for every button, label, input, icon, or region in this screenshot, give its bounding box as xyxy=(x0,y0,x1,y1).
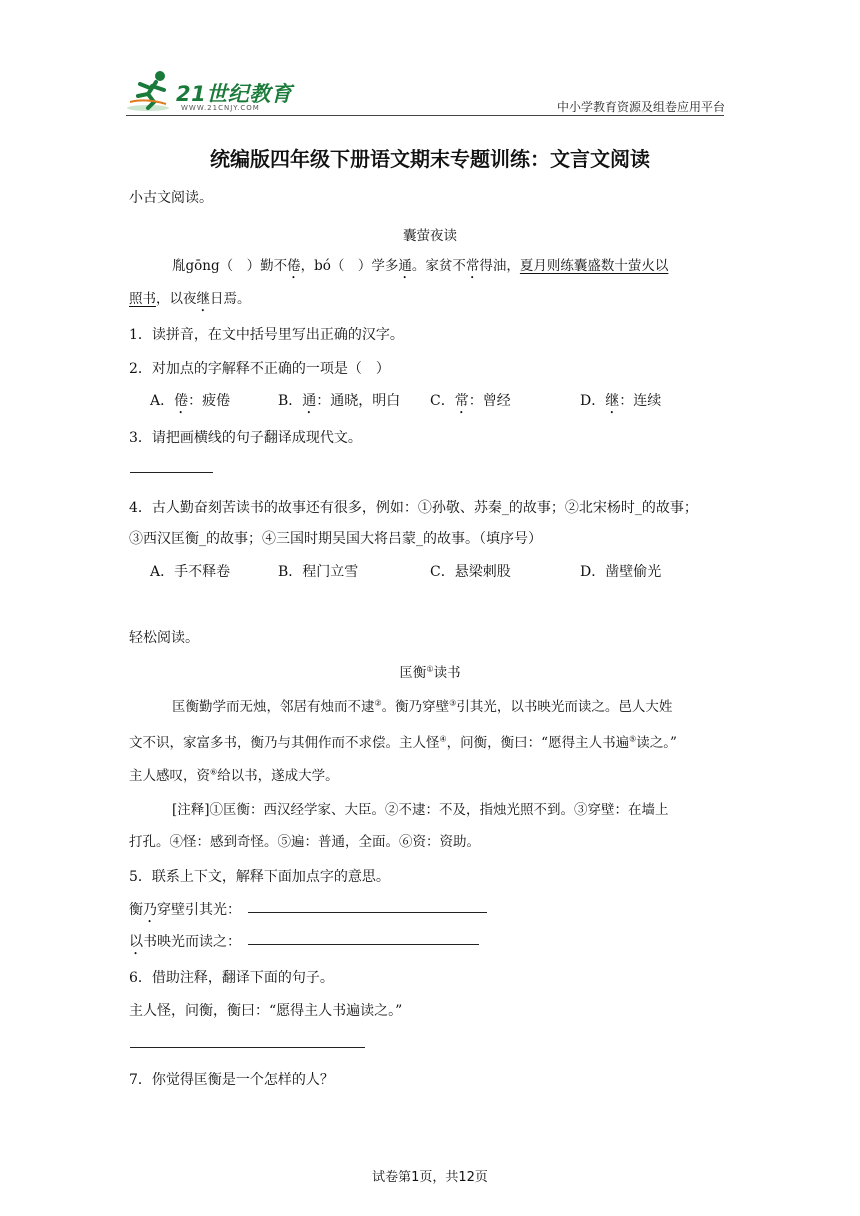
dotted-char: 继 xyxy=(605,393,620,409)
text: ，bó（ ）学多 xyxy=(300,258,399,274)
passage2-line1 xyxy=(172,695,672,715)
text: 穿壁引其光： xyxy=(157,902,241,918)
text: 匡衡勤学而无烛，邻居有烛而不逮 xyxy=(172,699,375,715)
text: 读之。” xyxy=(636,735,677,751)
text: 引其光，以书映光而读之。邑人大姓 xyxy=(456,699,673,715)
q2-option-d xyxy=(580,390,661,417)
q6-answer-blank[interactable] xyxy=(130,1047,365,1048)
question-6: 6．借助注释，翻译下面的句子。 xyxy=(129,970,334,986)
text: 日焉。 xyxy=(210,291,251,307)
header-divider xyxy=(126,115,724,116)
underlined-sentence: 夏月则练囊盛数十萤火以 xyxy=(519,258,669,274)
runner-icon xyxy=(126,68,176,114)
section2-intro: 轻松阅读。 xyxy=(129,630,199,646)
footnote-mark: ⑤ xyxy=(629,734,637,744)
footnote-mark: ④ xyxy=(439,734,447,744)
passage1-line1 xyxy=(172,254,668,282)
page-footer: 试卷第1页，共12页 xyxy=(372,1170,488,1185)
dotted-char: 常 xyxy=(454,393,469,409)
q2-option-c xyxy=(430,390,511,417)
question-2: 2．对加点的字解释不正确的一项是（ ） xyxy=(129,361,390,377)
text: ，问衡，衡曰：“愿得主人书遍 xyxy=(446,735,630,751)
passage2-line2 xyxy=(129,731,677,751)
text: 。家贫不 xyxy=(411,258,466,274)
text: 衡 xyxy=(129,902,143,918)
dotted-char: 常 xyxy=(465,258,480,274)
text: 主人感叹，资 xyxy=(129,768,210,784)
logo-text: 21世纪教育 xyxy=(176,82,293,106)
text: 给以书，遂成大学。 xyxy=(217,768,339,784)
logo-url: WWW.21CNJY.COM xyxy=(181,104,260,112)
underlined-sentence: 照书 xyxy=(129,291,156,307)
annotation-line1: [注释]①匡衡：西汉经学家、大臣。②不逮：不及，指烛光照不到。③穿壁：在墙上 xyxy=(172,802,669,818)
text: 胤gōng（ ）勤不 xyxy=(172,258,288,274)
q4-option-c: C．悬梁刺股 xyxy=(430,564,511,580)
q3-answer-blank[interactable] xyxy=(130,472,213,473)
passage1-title: 囊萤夜读 xyxy=(403,228,457,244)
question-7: 7．你觉得匡衡是一个怎样的人？ xyxy=(129,1072,334,1088)
text: 读书 xyxy=(433,665,461,681)
text: C． xyxy=(430,393,455,409)
text: 书映光而读之： xyxy=(143,934,241,950)
question-3: 3．请把画横线的句子翻译成现代文。 xyxy=(129,430,362,446)
q4-option-d: D．凿壁偷光 xyxy=(580,564,662,580)
q2-option-a xyxy=(150,390,230,417)
brand-logo xyxy=(126,68,291,116)
page-title: 统编版四年级下册语文期末专题训练：文言文阅读 xyxy=(210,147,650,171)
q5-item-a xyxy=(129,899,241,926)
text: ：通晓，明白 xyxy=(316,393,401,409)
footnote-mark: ① xyxy=(426,664,434,674)
q5-answer-blank-b[interactable] xyxy=(248,944,479,945)
text: ：曾经 xyxy=(468,393,511,409)
q4-option-a: A．手不释卷 xyxy=(150,564,231,580)
footnote-mark: ② xyxy=(374,698,382,708)
dotted-char: 以 xyxy=(129,934,143,950)
dotted-char: 通 xyxy=(398,258,412,274)
text: ：疲倦 xyxy=(188,393,231,409)
text: ，以夜 xyxy=(156,291,197,307)
annotation-line2: 打孔。④怪：感到奇怪。⑤遍：普通，全面。⑥资：资助。 xyxy=(129,834,480,850)
text: 。衡乃穿壁 xyxy=(381,699,450,715)
q4-option-b: B．程门立雪 xyxy=(278,564,359,580)
question-4-line1: 4．古人勤奋刻苦读书的故事还有很多，例如：①孙敬、苏秦_的故事；②北宋杨时_的故事； xyxy=(129,500,698,516)
section1-intro: 小古文阅读。 xyxy=(129,190,213,206)
question-4-line2: ③西汉匡衡_的故事；④三国时期吴国大将吕蒙_的故事。（填序号） xyxy=(129,531,542,547)
passage2-title xyxy=(0,661,860,681)
dotted-char: 倦 xyxy=(287,258,301,274)
footnote-mark: ③ xyxy=(449,698,457,708)
dotted-char: 通 xyxy=(302,393,317,409)
passage2-line3 xyxy=(129,764,339,784)
text: D． xyxy=(580,393,606,409)
dotted-char: 倦 xyxy=(174,393,189,409)
text: A． xyxy=(150,393,175,409)
footnote-mark: ⑥ xyxy=(210,767,218,777)
question-5: 5．联系上下文，解释下面加点字的意思。 xyxy=(129,869,390,885)
text: ：连续 xyxy=(619,393,662,409)
dotted-char: 继 xyxy=(196,291,210,307)
text: B． xyxy=(278,393,303,409)
q6-sentence: 主人怪，问衡，衡曰：“愿得主人书遍读之。” xyxy=(129,1003,403,1019)
q2-option-b xyxy=(278,390,400,417)
question-1: 1．读拼音，在文中括号里写出正确的汉字。 xyxy=(129,327,404,343)
text: 得油， xyxy=(479,258,520,274)
passage1-line2 xyxy=(129,287,251,315)
q5-item-b xyxy=(129,931,241,958)
text: 匡衡 xyxy=(399,665,427,681)
text: 文不识，家富多书，衡乃与其佣作而不求偿。主人怪 xyxy=(129,735,440,751)
q5-answer-blank-a[interactable] xyxy=(248,912,487,913)
platform-name: 中小学教育资源及组卷应用平台 xyxy=(556,100,725,114)
dotted-char: 乃 xyxy=(143,902,157,918)
